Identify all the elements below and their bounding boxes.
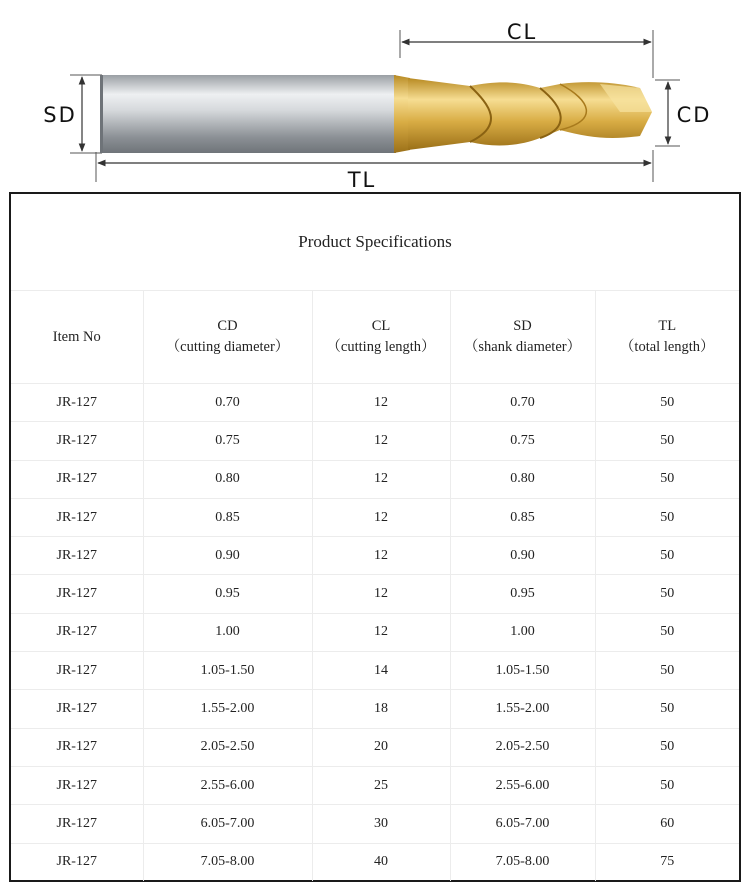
cell-cd: 1.55-2.00 bbox=[143, 690, 312, 728]
cell-sd: 1.55-2.00 bbox=[450, 690, 595, 728]
cell-cd: 0.90 bbox=[143, 537, 312, 575]
cell-cl: 12 bbox=[312, 537, 450, 575]
table-row bbox=[11, 843, 739, 881]
cell-cd: 1.00 bbox=[143, 613, 312, 651]
cell-cl: 12 bbox=[312, 422, 450, 460]
cell-tl: 50 bbox=[595, 613, 739, 651]
cell-item-no: JR-127 bbox=[11, 537, 143, 575]
table-row bbox=[11, 460, 739, 498]
header-label: CL bbox=[371, 318, 391, 334]
table-row bbox=[11, 805, 739, 843]
cell-sd: 1.05-1.50 bbox=[450, 652, 595, 690]
table-row bbox=[11, 766, 739, 804]
table-row bbox=[11, 690, 739, 728]
cell-cl: 30 bbox=[312, 805, 450, 843]
table-row bbox=[11, 498, 739, 536]
header-item-no bbox=[11, 291, 143, 384]
cell-item-no: JR-127 bbox=[11, 805, 143, 843]
cell-tl: 60 bbox=[595, 805, 739, 843]
cell-cd: 7.05-8.00 bbox=[143, 843, 312, 881]
cell-item-no: JR-127 bbox=[11, 575, 143, 613]
cell-tl: 50 bbox=[595, 498, 739, 536]
cell-cd: 6.05-7.00 bbox=[143, 805, 312, 843]
header-sublabel: （cutting diameter） bbox=[165, 339, 290, 355]
table-row bbox=[11, 422, 739, 460]
cell-cd: 0.70 bbox=[143, 384, 312, 422]
cell-tl: 50 bbox=[595, 690, 739, 728]
cell-cd: 0.80 bbox=[143, 460, 312, 498]
cell-cl: 12 bbox=[312, 498, 450, 536]
cell-item-no: JR-127 bbox=[11, 422, 143, 460]
cell-tl: 50 bbox=[595, 728, 739, 766]
cell-item-no: JR-127 bbox=[11, 843, 143, 881]
table-row bbox=[11, 537, 739, 575]
header-sublabel: （cutting length） bbox=[326, 339, 436, 355]
header-sublabel: （shank diameter） bbox=[463, 339, 582, 355]
cell-cd: 0.85 bbox=[143, 498, 312, 536]
table-title: Product Specifications bbox=[298, 232, 452, 251]
cell-sd: 0.95 bbox=[450, 575, 595, 613]
cell-cl: 12 bbox=[312, 460, 450, 498]
header-label: SD bbox=[513, 318, 532, 334]
cell-tl: 50 bbox=[595, 384, 739, 422]
cell-tl: 50 bbox=[595, 422, 739, 460]
table-row bbox=[11, 652, 739, 690]
sd-dimension-label: SD bbox=[43, 103, 77, 127]
table-row bbox=[11, 728, 739, 766]
cell-tl: 50 bbox=[595, 766, 739, 804]
cell-tl: 50 bbox=[595, 575, 739, 613]
cell-cd: 0.75 bbox=[143, 422, 312, 460]
cell-sd: 0.90 bbox=[450, 537, 595, 575]
cell-sd: 7.05-8.00 bbox=[450, 843, 595, 881]
cell-sd: 6.05-7.00 bbox=[450, 805, 595, 843]
cell-sd: 1.00 bbox=[450, 613, 595, 651]
drill-shank bbox=[100, 75, 396, 153]
cl-dimension-label: CL bbox=[506, 20, 538, 44]
cell-item-no: JR-127 bbox=[11, 766, 143, 804]
cell-cl: 18 bbox=[312, 690, 450, 728]
cell-item-no: JR-127 bbox=[11, 652, 143, 690]
header-label: CD bbox=[217, 318, 238, 334]
cell-sd: 2.55-6.00 bbox=[450, 766, 595, 804]
cell-item-no: JR-127 bbox=[11, 498, 143, 536]
cell-cd: 2.05-2.50 bbox=[143, 728, 312, 766]
cell-sd: 0.70 bbox=[450, 384, 595, 422]
cell-sd: 0.75 bbox=[450, 422, 595, 460]
table-row bbox=[11, 613, 739, 651]
header-label: Item No bbox=[52, 328, 101, 345]
header-label: TL bbox=[658, 318, 677, 334]
cell-cl: 12 bbox=[312, 613, 450, 651]
cell-cl: 12 bbox=[312, 575, 450, 613]
table-row bbox=[11, 575, 739, 613]
cell-cd: 0.95 bbox=[143, 575, 312, 613]
spec-grid bbox=[11, 290, 739, 881]
cell-item-no: JR-127 bbox=[11, 384, 143, 422]
header-row bbox=[11, 291, 739, 384]
cd-dimension-label: CD bbox=[676, 103, 712, 127]
header-sublabel: （total length） bbox=[619, 339, 715, 355]
tl-dimension-label: TL bbox=[347, 168, 377, 192]
cell-cl: 20 bbox=[312, 728, 450, 766]
cell-cd: 2.55-6.00 bbox=[143, 766, 312, 804]
cell-item-no: JR-127 bbox=[11, 613, 143, 651]
header-tl bbox=[595, 291, 739, 384]
cell-sd: 0.80 bbox=[450, 460, 595, 498]
cell-cl: 40 bbox=[312, 843, 450, 881]
cell-item-no: JR-127 bbox=[11, 728, 143, 766]
cell-tl: 50 bbox=[595, 460, 739, 498]
cell-item-no: JR-127 bbox=[11, 460, 143, 498]
header-cl bbox=[312, 291, 450, 384]
cell-cl: 12 bbox=[312, 384, 450, 422]
cell-tl: 75 bbox=[595, 843, 739, 881]
header-cd bbox=[143, 291, 312, 384]
cell-sd: 0.85 bbox=[450, 498, 595, 536]
table-body bbox=[11, 384, 739, 881]
table-row bbox=[11, 384, 739, 422]
cell-item-no: JR-127 bbox=[11, 690, 143, 728]
drill-diagram bbox=[0, 0, 750, 192]
cell-cl: 25 bbox=[312, 766, 450, 804]
cell-cd: 1.05-1.50 bbox=[143, 652, 312, 690]
cell-tl: 50 bbox=[595, 652, 739, 690]
product-specifications-table bbox=[9, 192, 741, 882]
header-sd bbox=[450, 291, 595, 384]
cell-cl: 14 bbox=[312, 652, 450, 690]
cell-sd: 2.05-2.50 bbox=[450, 728, 595, 766]
cell-tl: 50 bbox=[595, 537, 739, 575]
